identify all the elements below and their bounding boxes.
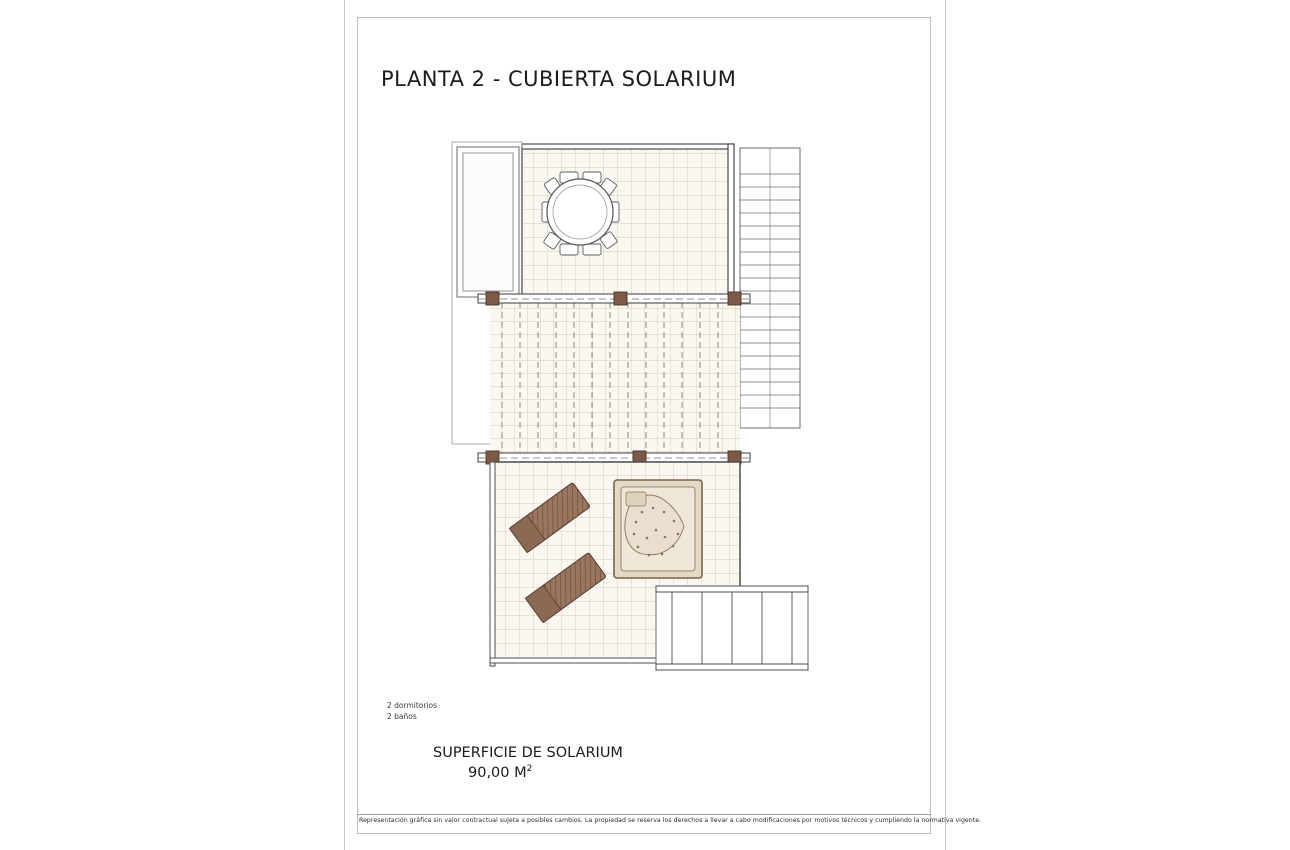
note-bedrooms: 2 dormitorios (387, 701, 438, 710)
disclaimer-text: Representación gráfica sin valor contractual sujeta a posibles cambios. La propiedad se reserva los derechos a llevar a cabo modificaciones por motivos técnicos y cumpliendo la normativa vigente. (359, 817, 982, 824)
bottom-railing (656, 586, 808, 670)
floor-plan-drawing (450, 140, 870, 680)
round-dining-table-6-chairs (542, 172, 619, 255)
pergola-slats (478, 292, 750, 464)
area-value (468, 764, 532, 781)
area-label: SUPERFICIE DE SOLARIUM (433, 745, 623, 761)
note-bathrooms: 2 baños (387, 712, 417, 721)
stairs-right (740, 148, 800, 428)
area-number: 90,00 M (468, 764, 527, 781)
jacuzzi-hot-tub (614, 480, 702, 578)
disclaimer-divider (357, 814, 931, 815)
area-unit-exponent: 2 (526, 764, 533, 774)
page-title: PLANTA 2 - CUBIERTA SOLARIUM (381, 67, 737, 91)
